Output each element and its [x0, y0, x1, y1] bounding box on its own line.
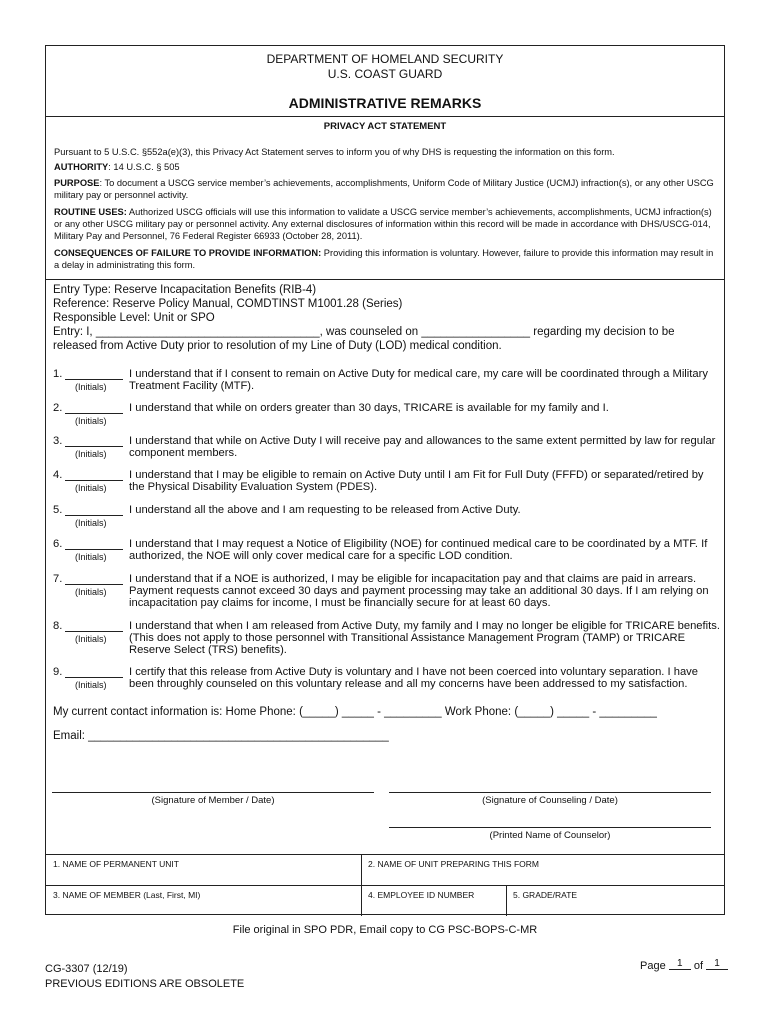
page-number: 1	[669, 958, 691, 970]
member-signature-label: (Signature of Member / Date)	[151, 795, 275, 806]
item-number: 1.	[53, 368, 63, 380]
item-number: 9.	[53, 666, 63, 678]
page-indicator	[640, 960, 728, 973]
grid-row-divider	[46, 885, 724, 886]
item-text: I understand that if I consent to remain on Active Duty for medical care, my care will be coordinated through a Military Treatment Facility (MTF).	[129, 368, 708, 392]
authority-label: AUTHORITY	[54, 162, 109, 172]
form-title: ADMINISTRATIVE REMARKS	[288, 95, 482, 111]
item-number: 2.	[53, 402, 63, 414]
title-rule	[46, 116, 724, 117]
page-label: Page	[640, 960, 666, 972]
obsolete-notice: PREVIOUS EDITIONS ARE OBSOLETE	[45, 978, 245, 990]
contact-email[interactable]: Email: _______________________________________________	[53, 730, 389, 742]
item-text: I certify that this release from Active Duty is voluntary and I have not been coerced into voluntary separation. I have been throughly counseled on this voluntary release and all my concerns have been addressed to my satisfaction.	[129, 666, 698, 690]
item-number: 5.	[53, 504, 63, 516]
initials-label: (Initials)	[75, 634, 107, 644]
grid-col-divider-2	[506, 885, 507, 916]
initials-field[interactable]	[65, 413, 123, 414]
consequences-text: Providing this information is voluntary. However, failure to provide this information may result in a delay in administrating this form.	[54, 248, 714, 270]
department-name: DEPARTMENT OF HOMELAND SECURITY	[266, 52, 504, 66]
contact-phones[interactable]: My current contact information is: Home Phone: (_____) _____ - _________ Work Phone: (_____) _____ - _________	[53, 706, 657, 718]
privacy-routine-uses	[54, 206, 718, 242]
field-preparing-unit[interactable]: 2. NAME OF UNIT PREPARING THIS FORM	[368, 859, 539, 869]
initials-field[interactable]	[65, 549, 123, 550]
field-employee-id[interactable]: 4. EMPLOYEE ID NUMBER	[368, 890, 475, 900]
entry-statement-line2: released from Active Duty prior to resolution of my Line of Duty (LOD) medical condition.	[53, 340, 502, 352]
item-text: I understand that if a NOE is authorized, I may be eligible for incapacitation pay and that claims are paid in arrears. Payment requests cannot exceed 30 days and payment processing may take an additional 30 days. If I am relying on incapacitation pay claims for income, I must be financially secure for at least 60 days.	[129, 573, 709, 609]
entry-statement-line1[interactable]: Entry: I, ___________________________________, was counseled on _________________ regarding my decision to be	[53, 326, 675, 338]
item-text: I understand all the above and I am requesting to be released from Active Duty.	[129, 504, 521, 516]
item-text: I understand that I may request a Notice of Eligibility (NOE) for continued medical care to be coordinated by a MTF. If authorized, the NOE will only cover medical care for a specific LOD condition.	[129, 538, 708, 562]
page-total: 1	[706, 958, 728, 970]
member-info-grid	[46, 854, 724, 916]
agency-name: U.S. COAST GUARD	[327, 67, 443, 81]
grid-col-divider	[361, 855, 362, 916]
initials-field[interactable]	[65, 677, 123, 678]
item-number: 6.	[53, 538, 63, 550]
initials-label: (Initials)	[75, 483, 107, 493]
field-member-name[interactable]: 3. NAME OF MEMBER (Last, First, MI)	[53, 890, 201, 900]
privacy-rule	[46, 279, 724, 280]
entry-reference: Reference: Reserve Policy Manual, COMDTINST M1001.28 (Series)	[53, 298, 403, 310]
initials-field[interactable]	[65, 515, 123, 516]
item-text: I understand that while on orders greater than 30 days, TRICARE is available for my family and I.	[129, 402, 609, 414]
privacy-purpose	[54, 177, 718, 201]
item-text: I understand that while on Active Duty I will receive pay and allowances to the same extent permitted by law for regular component members.	[129, 435, 716, 459]
initials-field[interactable]	[65, 584, 123, 585]
initials-label: (Initials)	[75, 680, 107, 690]
consequences-label: CONSEQUENCES OF FAILURE TO PROVIDE INFORMATION:	[54, 248, 322, 258]
item-number: 8.	[53, 620, 63, 632]
counseling-signature-label: (Signature of Counseling / Date)	[482, 795, 618, 806]
privacy-title: PRIVACY ACT STATEMENT	[323, 121, 447, 132]
privacy-authority	[54, 161, 718, 173]
initials-label: (Initials)	[75, 449, 107, 459]
member-signature-line[interactable]	[52, 792, 374, 793]
privacy-consequences	[54, 247, 718, 271]
counselor-name-label: (Printed Name of Counselor)	[489, 830, 611, 841]
initials-label: (Initials)	[75, 382, 107, 392]
purpose-label: PURPOSE	[54, 178, 100, 188]
form-frame	[45, 45, 725, 915]
file-instruction: File original in SPO PDR, Email copy to CG PSC-BOPS-C-MR	[232, 924, 538, 936]
form-number: CG-3307 (12/19)	[45, 963, 128, 975]
initials-field[interactable]	[65, 446, 123, 447]
item-number: 7.	[53, 573, 63, 585]
entry-level: Responsible Level: Unit or SPO	[53, 312, 215, 324]
privacy-intro: Pursuant to 5 U.S.C. §552a(e)(3), this Privacy Act Statement serves to inform you of why DHS is requesting the information on this form.	[54, 147, 615, 157]
field-permanent-unit[interactable]: 1. NAME OF PERMANENT UNIT	[53, 859, 179, 869]
initials-field[interactable]	[65, 631, 123, 632]
of-label: of	[693, 960, 704, 972]
item-number: 3.	[53, 435, 63, 447]
purpose-text: : To document a USCG service member’s achievements, accomplishments, Uniform Code of Military Justice (UCMJ) infraction(s), or any other USCG military pay or personnel activity.	[54, 178, 714, 200]
initials-field[interactable]	[65, 480, 123, 481]
initials-label: (Initials)	[75, 587, 107, 597]
initials-field[interactable]	[65, 379, 123, 380]
routine-label: ROUTINE USES:	[54, 207, 127, 217]
field-grade-rate[interactable]: 5. GRADE/RATE	[513, 890, 578, 900]
entry-type: Entry Type: Reserve Incapacitation Benefits (RIB-4)	[53, 284, 317, 296]
authority-text: : 14 U.S.C. § 505	[108, 162, 180, 172]
initials-label: (Initials)	[75, 518, 107, 528]
item-number: 4.	[53, 469, 63, 481]
initials-label: (Initials)	[75, 416, 107, 426]
counseling-signature-line[interactable]	[389, 792, 711, 793]
counselor-name-line[interactable]	[389, 827, 711, 828]
initials-label: (Initials)	[75, 552, 107, 562]
item-text: I understand that I may be eligible to remain on Active Duty until I am Fit for Full Duty (FFFD) or separated/retired by the Physical Disability Evaluation System (PDES).	[129, 469, 704, 493]
routine-text: Authorized USCG officials will use this information to validate a USCG service member’s achievements, accomplishments, UCMJ infraction(s) or any other USCG military pay or personnel activity. Any external disclosures of information within this record will be made in accordance with DHS/USCG-014, Military Pay and Personnel, 76 Federal Register 66933 (October 28, 2011).	[54, 207, 712, 241]
item-text: I understand that when I am released from Active Duty, my family and I may no longer be eligible for TRICARE benefits. (This does not apply to those personnel with Transitional Assistance Management Program (TAMP) or TRICARE Reserve Select (TRS) benefits).	[129, 620, 720, 656]
